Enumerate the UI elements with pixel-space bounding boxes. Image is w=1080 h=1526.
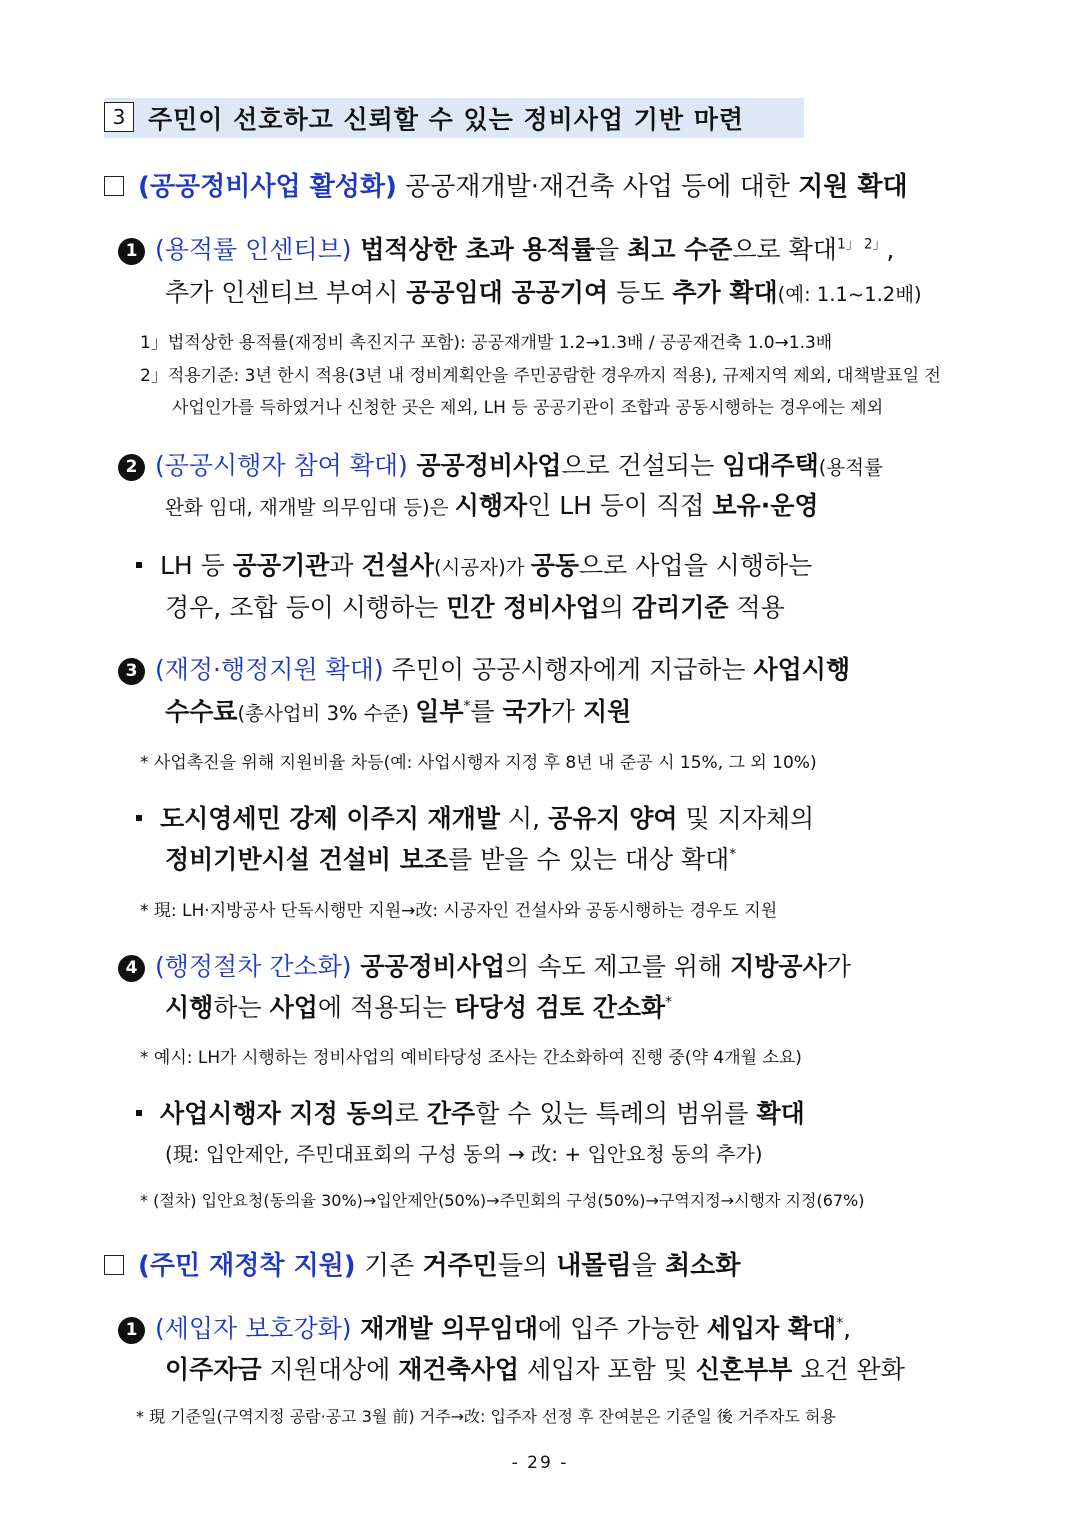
t: , bbox=[843, 1314, 852, 1343]
t: 간주 bbox=[426, 1099, 476, 1128]
t: 보유·운영 bbox=[712, 491, 819, 520]
t: 수수료 bbox=[165, 697, 238, 726]
bullet-continuation bbox=[165, 588, 785, 624]
t: 으로 건설되는 bbox=[561, 451, 723, 480]
t: 이주자금 bbox=[165, 1355, 262, 1384]
circled-number-icon: 3 bbox=[118, 658, 145, 685]
footnote-ref: * bbox=[836, 1315, 844, 1332]
bullet-joint-operation bbox=[136, 546, 812, 582]
t: 사업시행자 지정 동의 bbox=[160, 1099, 395, 1128]
bullet-continuation bbox=[165, 840, 736, 876]
t: 추가 인센티브 부여시 bbox=[165, 278, 407, 307]
t: 공공정비사업 bbox=[407, 451, 562, 480]
item-label: (용적률 인센티브) bbox=[155, 235, 352, 264]
subsection-label: (주민 재정착 지원) bbox=[138, 1251, 356, 1281]
item-continuation bbox=[165, 486, 819, 522]
item-continuation bbox=[165, 1350, 905, 1386]
bullet-continuation: (現: 입안제안, 주민대표회의 구성 동의 → 改: + 입안요청 동의 추가) bbox=[165, 1142, 763, 1166]
t: 가 bbox=[550, 697, 583, 726]
t: 주민이 공공시행자에게 지급하는 bbox=[383, 655, 754, 684]
t: 확대 bbox=[756, 1099, 805, 1128]
section-title: 주민이 선호하고 신뢰할 수 있는 정비사업 기반 마련 bbox=[148, 105, 745, 134]
t: 재건축사업 bbox=[398, 1355, 520, 1384]
t: 사업 bbox=[269, 993, 318, 1022]
note-support-ratio: * 사업촉진을 위해 지원비율 차등(예: 사업시행자 지정 후 8년 내 준공 시 15%, 그 외 10%) bbox=[140, 753, 817, 773]
t: 감리기준 bbox=[631, 593, 729, 622]
t: LH 등 bbox=[160, 551, 233, 580]
item-admin-simplification bbox=[118, 947, 851, 983]
t: 공유지 양여 bbox=[548, 804, 678, 833]
checkbox-square-icon bbox=[104, 176, 124, 196]
t: 내몰림 bbox=[556, 1251, 632, 1281]
t: 재개발 의무임대 bbox=[351, 1314, 538, 1343]
checkbox-square-icon bbox=[104, 1255, 124, 1275]
t: 및 지자체의 bbox=[677, 804, 815, 833]
subsection-bold: 지원 확대 bbox=[798, 172, 908, 202]
item-public-operator bbox=[118, 446, 883, 482]
subsection-public-redevelopment bbox=[104, 166, 908, 203]
t: 타당성 검토 간소화 bbox=[454, 993, 666, 1022]
t: 를 받을 수 있는 대상 확대 bbox=[448, 845, 730, 874]
t: 에 적용되는 bbox=[317, 993, 455, 1022]
t: 적용 bbox=[728, 593, 785, 622]
t: 과 bbox=[329, 551, 362, 580]
item-label: (행정절차 간소화) bbox=[155, 952, 352, 981]
t: 등도 bbox=[608, 278, 673, 307]
t: 지원 bbox=[582, 697, 632, 726]
t: 신혼부부 bbox=[695, 1355, 793, 1384]
footnote-ref: 1」 2」 bbox=[836, 236, 887, 253]
subsection-resettlement bbox=[104, 1245, 740, 1282]
t: 추가 확대 bbox=[672, 278, 778, 307]
t: 의 속도 제고를 위해 bbox=[505, 952, 731, 981]
t: 할 수 있는 특례의 범위를 bbox=[475, 1099, 757, 1128]
page-number: - 29 - bbox=[511, 1453, 569, 1473]
subsection-label: (공공정비사업 활성화) bbox=[138, 172, 397, 202]
t: 으로 확대 bbox=[732, 235, 837, 264]
item-label: (세입자 보호강화) bbox=[155, 1314, 352, 1343]
t: (용적률 bbox=[818, 456, 883, 479]
t: 최소화 bbox=[665, 1251, 741, 1281]
t: 으로 사업을 시행하는 bbox=[579, 551, 813, 580]
section-number: 3 bbox=[104, 102, 134, 132]
t: 공동 bbox=[530, 551, 580, 580]
circled-number-icon: 2 bbox=[118, 454, 145, 481]
t: 하는 bbox=[213, 993, 270, 1022]
note-example: * 예시: LH가 시행하는 정비사업의 예비타당성 조사는 간소화하여 진행 중(약 4개월 소요) bbox=[140, 1048, 802, 1068]
t: 들의 bbox=[497, 1251, 557, 1281]
t: 에 입주 가능한 bbox=[537, 1314, 707, 1343]
bullet-urban-poor bbox=[136, 799, 814, 835]
t: 시행 bbox=[165, 993, 214, 1022]
circled-number-icon: 1 bbox=[118, 1317, 145, 1344]
footnote-2: 2」적용기준: 3년 한시 적용(3년 내 정비계획안을 주민공람한 경우까지 적용), 규제지역 제외, 대책발표일 전 bbox=[140, 366, 941, 386]
t: 거주민 bbox=[422, 1251, 498, 1281]
t: 가 bbox=[826, 952, 851, 981]
item-label: (재정·행정지원 확대) bbox=[155, 655, 384, 684]
circled-number-icon: 4 bbox=[118, 955, 145, 982]
t: 공공기관 bbox=[232, 551, 330, 580]
note-baseline-date: * 現 기준일(구역지정 공람·공고 3월 前) 거주→改: 입주자 선정 후 잔여분은 기준일 後 거주자도 허용 bbox=[136, 1407, 836, 1426]
subsection-text: 공공재개발·재건축 사업 등에 대한 bbox=[396, 172, 799, 202]
t: 최고 수준 bbox=[627, 235, 733, 264]
t: 로 bbox=[394, 1099, 427, 1128]
t: 의 bbox=[599, 593, 632, 622]
t: 시, bbox=[500, 804, 549, 833]
section-heading bbox=[104, 98, 804, 138]
t: 국가 bbox=[502, 697, 551, 726]
item-tenant-protection bbox=[118, 1309, 851, 1345]
item-continuation bbox=[165, 988, 672, 1024]
t: (시공자)가 bbox=[433, 556, 531, 579]
t: 공공임대 공공기여 bbox=[406, 278, 609, 307]
bullet-icon bbox=[136, 1110, 142, 1116]
footnote-ref: * bbox=[729, 846, 737, 863]
t: 을 bbox=[631, 1251, 666, 1281]
note-current-vs-changed: * 現: LH·지방공사 단독시행만 지원→改: 시공자인 건설사와 공동시행하는 경우도 지원 bbox=[140, 901, 778, 921]
t: , bbox=[886, 235, 895, 264]
bullet-icon bbox=[136, 815, 142, 821]
t: (총사업비 3% 수준) bbox=[237, 702, 416, 725]
t: 를 bbox=[470, 697, 503, 726]
t: 건설사 bbox=[361, 551, 434, 580]
footnote-1: 1」법적상한 용적률(재정비 촉진지구 포함): 공공재개발 1.2→1.3배 / 공공재건축 1.0→1.3배 bbox=[140, 333, 833, 353]
footnote-ref: * bbox=[665, 994, 673, 1011]
t: 임대주택 bbox=[722, 451, 819, 480]
footnote-2-cont: 사업인가를 득하였거나 신청한 곳은 제외, LH 등 공공기관이 조합과 공동시행하는 경우에는 제외 bbox=[172, 398, 884, 418]
t: 지방공사 bbox=[730, 952, 827, 981]
t: 완화 임대, 재개발 의무임대 등)은 bbox=[165, 496, 455, 519]
item-label: (공공시행자 참여 확대) bbox=[155, 451, 408, 480]
circled-number-icon: 1 bbox=[118, 238, 145, 265]
t: 세입자 확대 bbox=[706, 1314, 837, 1343]
t: 기존 bbox=[355, 1251, 423, 1281]
t: 세입자 포함 및 bbox=[519, 1355, 696, 1384]
item-continuation bbox=[165, 692, 631, 728]
item-financial-support bbox=[118, 650, 850, 686]
bullet-operator-consent bbox=[136, 1094, 805, 1130]
t: 시행자 bbox=[454, 491, 528, 520]
item-floor-area-incentive bbox=[118, 230, 894, 266]
t: 경우, 조합 등이 시행하는 bbox=[165, 593, 447, 622]
t: (예: 1.1~1.2배) bbox=[777, 283, 922, 306]
t: 정비기반시설 건설비 보조 bbox=[165, 845, 449, 874]
t: 인 LH 등이 직접 bbox=[527, 491, 713, 520]
footnote-ref: * bbox=[463, 698, 471, 715]
t: 민간 정비사업 bbox=[446, 593, 600, 622]
t: 일부 bbox=[415, 697, 464, 726]
t: 도시영세민 강제 이주지 재개발 bbox=[160, 804, 501, 833]
t: 공공정비사업 bbox=[351, 952, 506, 981]
t: 법적상한 초과 용적률 bbox=[351, 235, 595, 264]
note-procedure: * (절차) 입안요청(동의율 30%)→입안제안(50%)→주민회의 구성(50%)→구역지정→시행자 지정(67%) bbox=[140, 1191, 865, 1210]
t: 을 bbox=[594, 235, 628, 264]
t: 요건 완화 bbox=[792, 1355, 905, 1384]
item-continuation bbox=[165, 273, 922, 309]
t: 지원대상에 bbox=[261, 1355, 399, 1384]
t: 사업시행 bbox=[753, 655, 851, 684]
bullet-icon bbox=[136, 562, 142, 568]
